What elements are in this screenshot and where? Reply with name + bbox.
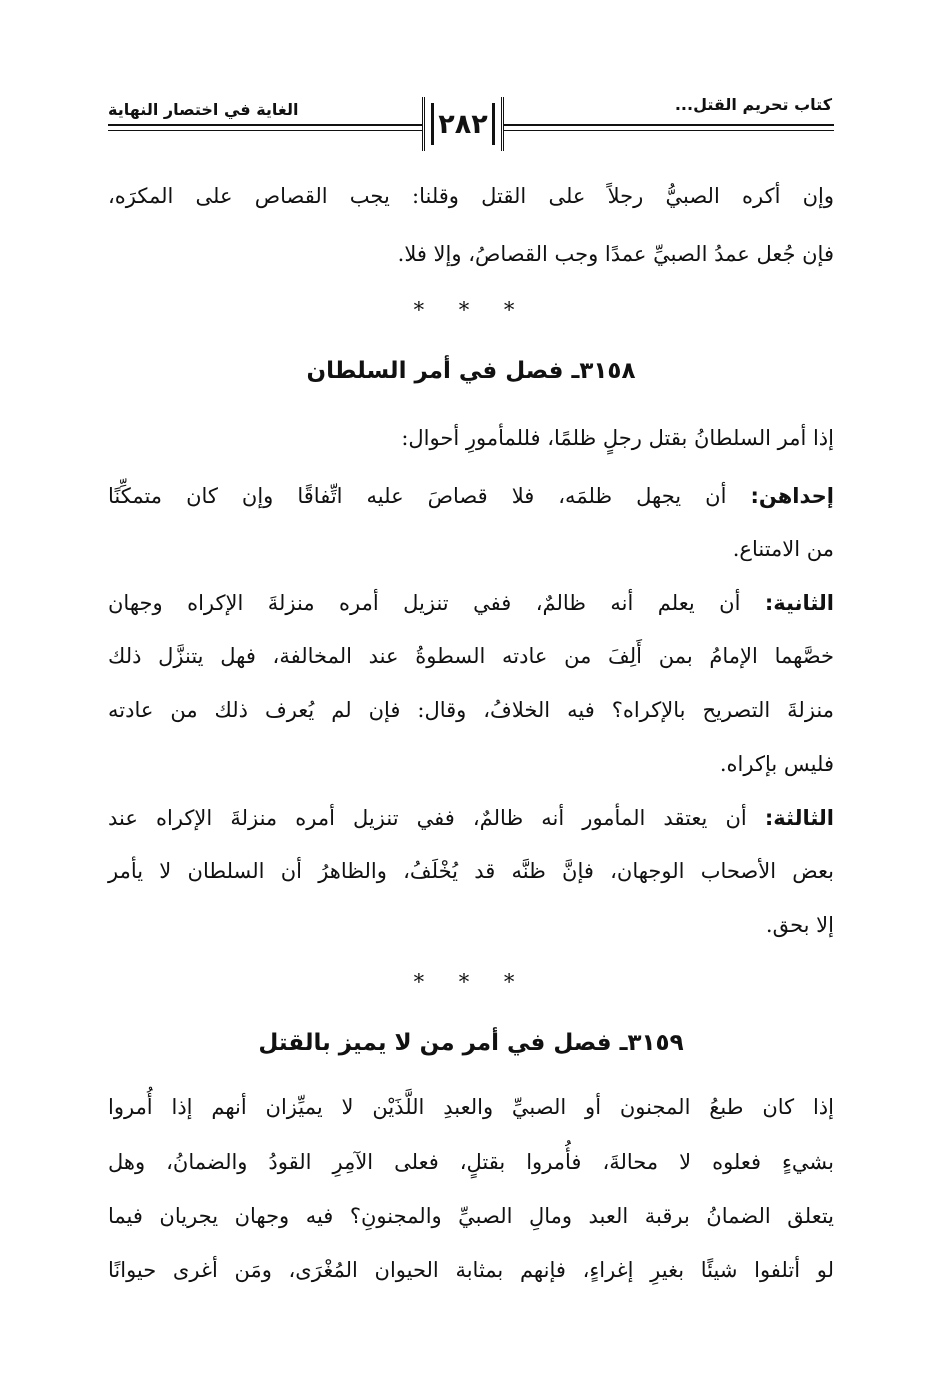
paragraph-line: إلا بحق. xyxy=(765,913,834,937)
paragraph-line: من الامتناع. xyxy=(732,537,834,561)
paragraph-line: إذا أمر السلطانُ بقتل رجلٍ ظلمًا، فللمأمورِ أحوال: xyxy=(401,426,834,450)
case-text: أن يعتقد المأمور أنه ظالمٌ، ففي تنزيل أمره منزلةَ الإكراه عند xyxy=(108,806,747,830)
section-separator-stars: * * * xyxy=(413,298,529,322)
paragraph-line: إذا كان طبعُ المجنون أو الصبيِّ والعبدِ اللَّذَيْن لا يميِّزان أنهم إذا أُمروا xyxy=(108,1095,834,1119)
paragraph-line: يتعلق الضمانُ برقبة العبد ومالِ الصبيِّ والمجنونِ؟ فيه وجهان يجريان فيما xyxy=(108,1204,834,1228)
paragraph-line: فإن جُعل عمدُ الصبيِّ عمدًا وجب القصاصُ، وإلا فلا. xyxy=(397,242,834,266)
paragraph-line xyxy=(108,591,834,616)
running-header-chapter: كتاب تحريم القتل... xyxy=(674,95,832,114)
paragraph-line: بعض الأصحاب الوجهان، فإنَّ ظنَّه قد يُخْلَفُ، والظاهرُ أن السلطان لا يأمر xyxy=(108,859,834,883)
case-text: أن يعلم أنه ظالمٌ، ففي تنزيل أمره منزلةَ الإكراه وجهان xyxy=(108,591,741,615)
paragraph-line: وإن أكره الصبيُّ رجلاً على القتل وقلنا: يجب القصاص على المكرَه، xyxy=(108,184,834,208)
page-number-frame xyxy=(422,97,504,151)
section-heading: ٣١٥٩ـ فصل في أمر من لا يميز بالقتل xyxy=(258,1030,684,1056)
running-header-book-title: الغاية في اختصار النهاية xyxy=(108,100,299,119)
paragraph-line: بشيءٍ فعلوه لا محالةَ، فأُمروا بقتلٍ، فعلى الآمِرِ القودُ والضمانُ، وهل xyxy=(108,1150,834,1174)
section-separator-stars: * * * xyxy=(413,970,529,994)
paragraph-line xyxy=(108,806,834,831)
section-heading: ٣١٥٨ـ فصل في أمر السلطان xyxy=(306,358,636,384)
paragraph-line: منزلةَ التصريح بالإكراه؟ فيه الخلافُ، وقال: فإن لم يُعرف ذلك من عادته xyxy=(108,698,834,722)
paragraph-line xyxy=(108,484,834,509)
paragraph-line: لو أتلفوا شيئًا بغيرِ إغراءٍ، فإنهم بمثابة الحيوان المُغْرَى، ومَن أغرى حيوانًا xyxy=(108,1258,834,1282)
case-label: الثانية: xyxy=(764,591,834,615)
case-text: أن يجهل ظلمَه، فلا قصاصَ عليه اتِّفاقًا وإن كان متمكِّنًا xyxy=(108,484,727,508)
page-number: ٢٨٢ xyxy=(438,108,488,140)
paragraph-line: خصَّهما الإمامُ بمن أَلِفَ من عادته السطوةُ عند المخالفة، فهل يتنزَّل ذلك xyxy=(108,644,834,668)
case-label: إحداهن: xyxy=(750,484,834,508)
case-label: الثالثة: xyxy=(764,806,834,830)
paragraph-line: فليس بإكراه. xyxy=(719,752,834,776)
